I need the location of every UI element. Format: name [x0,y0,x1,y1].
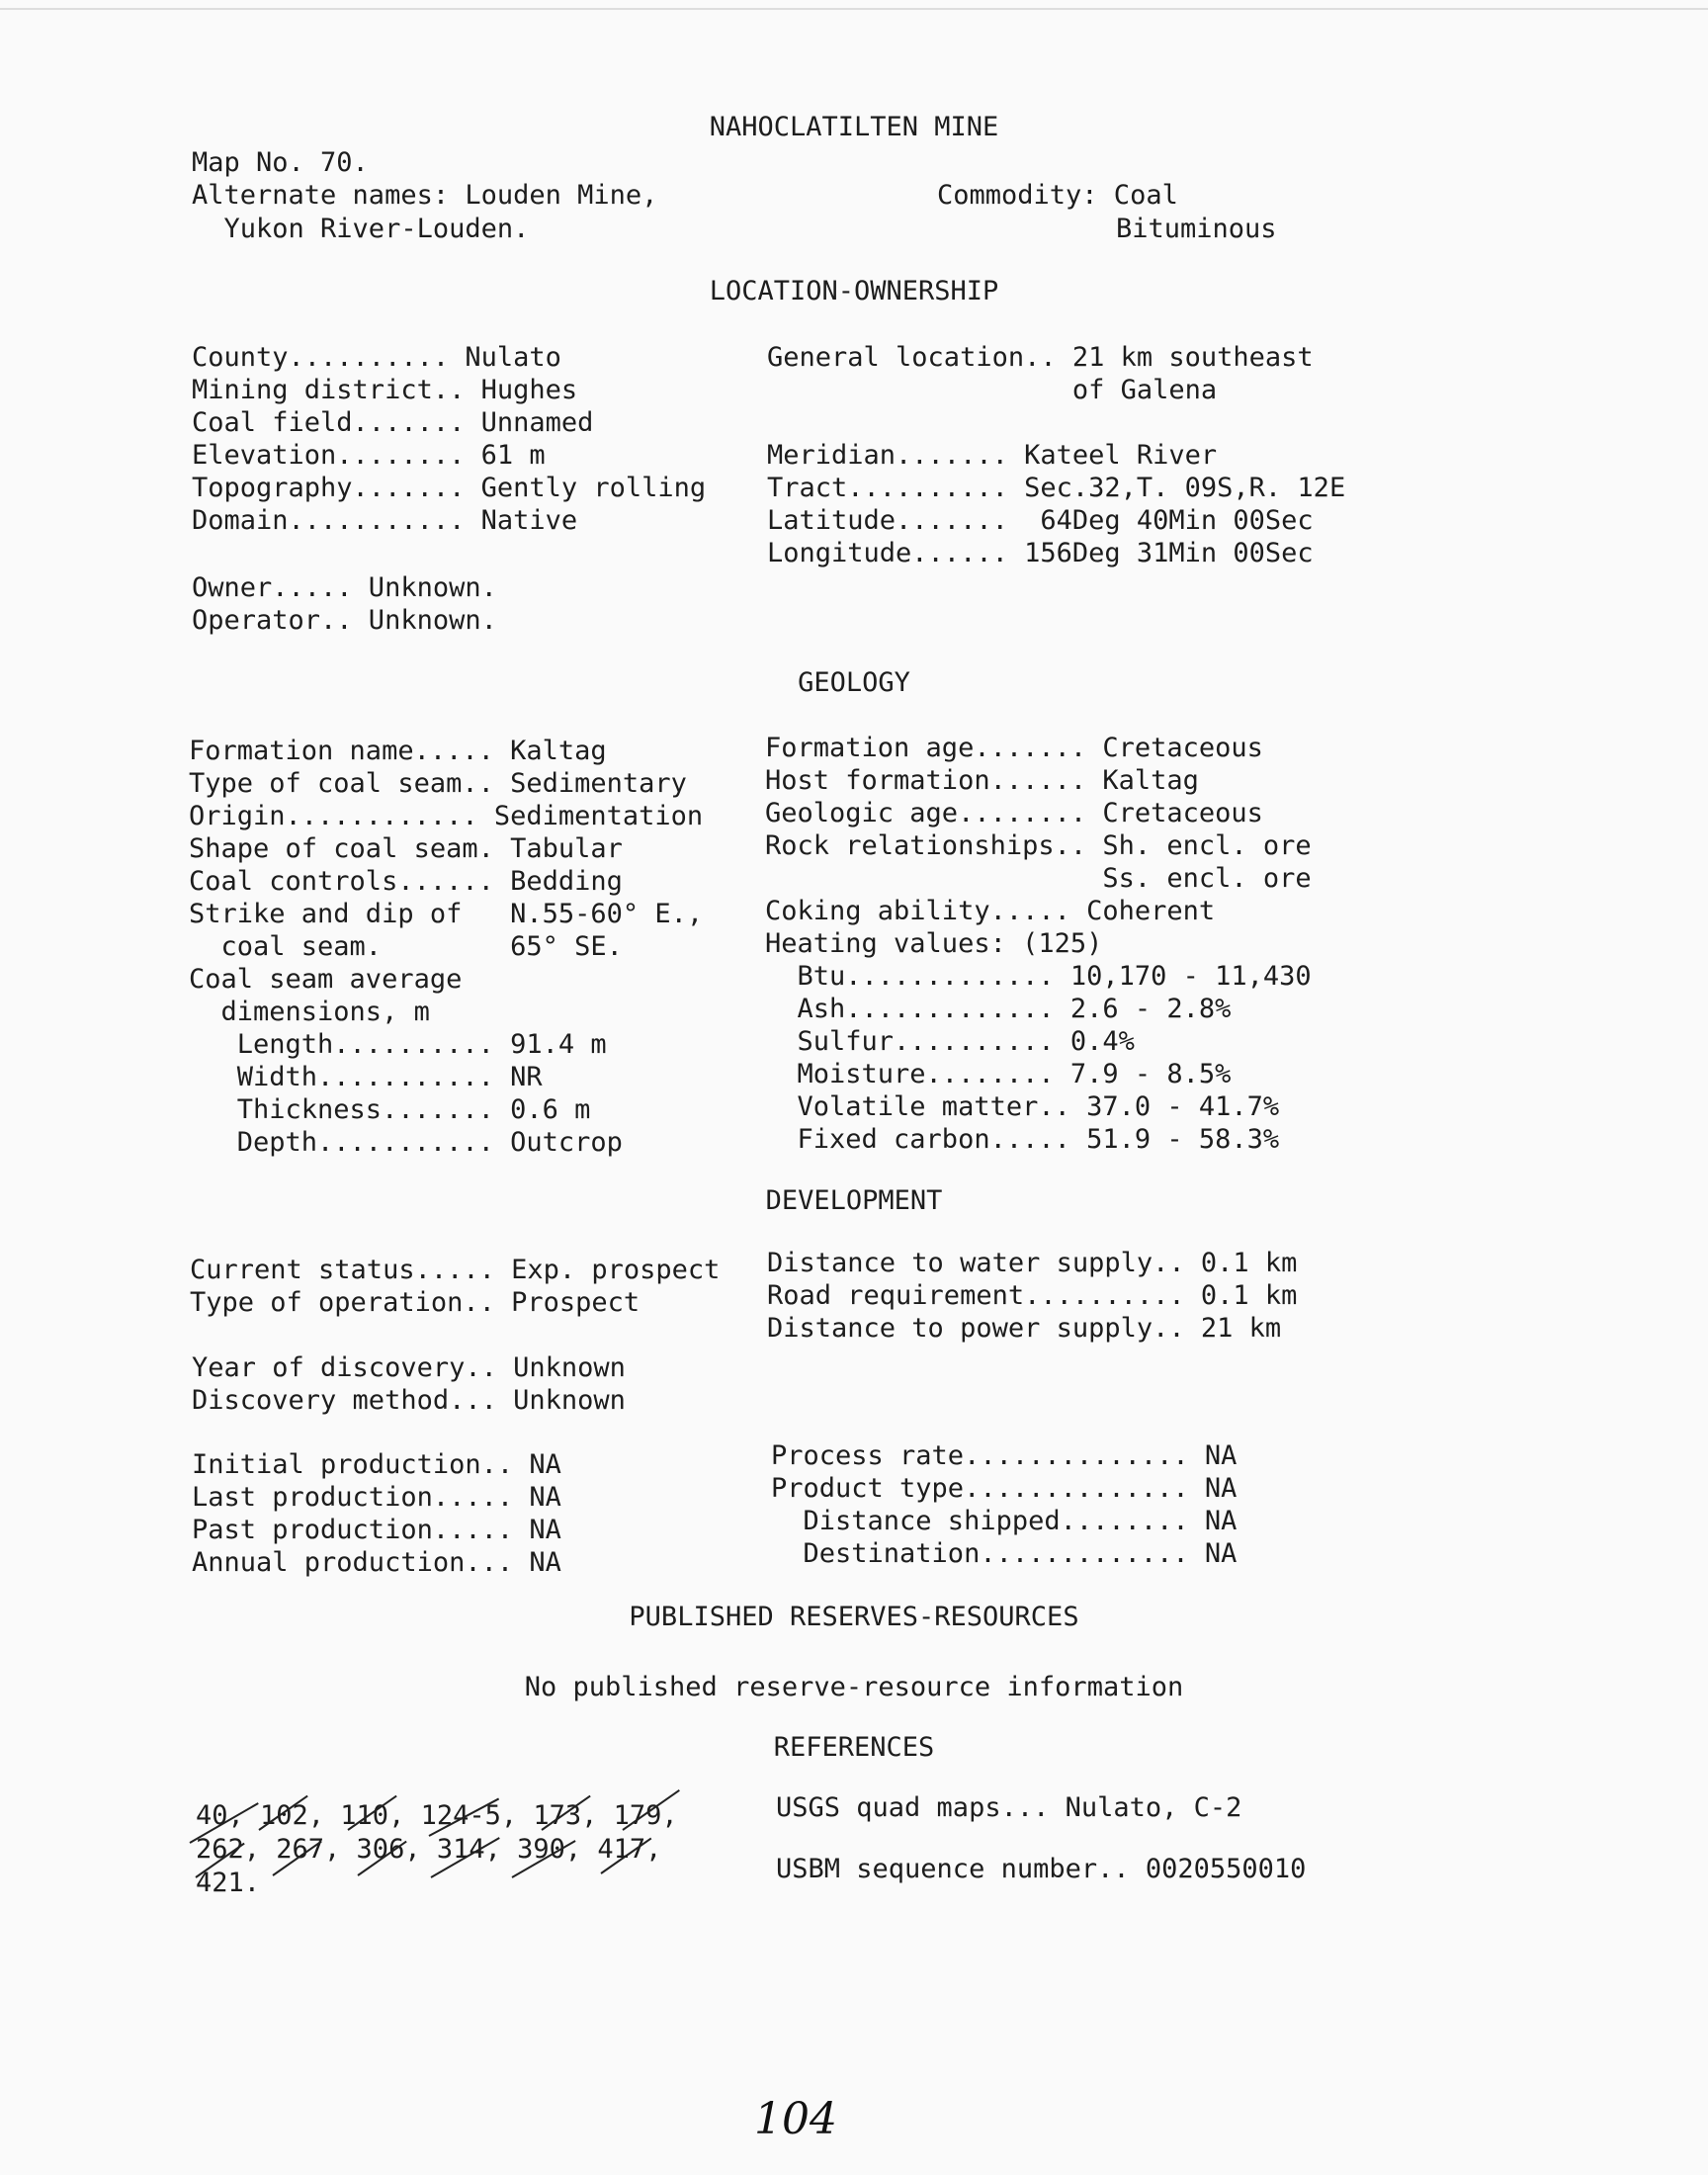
topography-field: Topography....... Gently rolling [192,473,707,503]
section-references: REFERENCES [773,1732,935,1763]
reserves-text: No published reserve-resource information [524,1672,1184,1702]
formation-age-field: Formation age....... Cretaceous [765,733,1263,763]
distance-shipped-field: Distance shipped........ NA [771,1506,1238,1536]
seam-shape-field: Shape of coal seam. Tabular [189,833,623,864]
general-location-cont: of Galena [767,375,1218,405]
operator-field: Operator.. Unknown. [192,605,497,636]
thickness-field: Thickness....... 0.6 m [189,1094,591,1125]
length-field: Length.......... 91.4 m [189,1029,607,1060]
geologic-age-field: Geologic age........ Cretaceous [765,798,1263,828]
coal-controls-field: Coal controls...... Bedding [189,866,623,897]
latitude-field: Latitude....... 64Deg 40Min 00Sec [767,505,1314,536]
alternate-names-cont: Yukon River-Louden. [192,214,530,244]
general-location-field: General location.. 21 km southeast [767,342,1314,373]
current-status-field: Current status..... Exp. prospect [190,1255,721,1285]
width-field: Width........... NR [189,1062,543,1092]
ash-field: Ash............. 2.6 - 2.8% [765,994,1232,1024]
strike-dip-field: Strike and dip of N.55-60° E., [189,899,704,929]
reference-numbers-line3: 421. [196,1868,261,1898]
sulfur-field: Sulfur.......... 0.4% [765,1026,1135,1057]
road-requirement-field: Road requirement.......... 0.1 km [767,1280,1298,1311]
rock-relationships-field: Rock relationships.. Sh. encl. ore [765,830,1312,861]
section-reserves: PUBLISHED RESERVES-RESOURCES [629,1602,1079,1632]
discovery-method-field: Discovery method... Unknown [192,1385,626,1416]
meridian-field: Meridian....... Kateel River [767,440,1218,471]
mining-district-field: Mining district.. Hughes [192,375,578,405]
fixed-carbon-field: Fixed carbon..... 51.9 - 58.3% [765,1124,1280,1155]
water-distance-field: Distance to water supply.. 0.1 km [767,1248,1298,1278]
origin-field: Origin............ Sedimentation [189,801,704,831]
commodity: Commodity: Coal [937,180,1178,211]
power-distance-field: Distance to power supply.. 21 km [767,1313,1282,1344]
destination-field: Destination............. NA [771,1538,1238,1569]
tract-field: Tract.......... Sec.32,T. 09S,R. 12E [767,473,1346,503]
county-field: County.......... Nulato [192,342,561,373]
seam-dimensions-label: Coal seam average [189,964,463,995]
coking-ability-field: Coking ability..... Coherent [765,896,1216,926]
heating-values-label: Heating values: (125) [765,928,1103,959]
depth-field: Depth........... Outcrop [189,1127,623,1158]
past-production-field: Past production..... NA [192,1515,561,1545]
product-type-field: Product type.............. NA [771,1473,1238,1504]
section-location-ownership: LOCATION-OWNERSHIP [709,276,999,306]
owner-field: Owner..... Unknown. [192,572,497,603]
annual-production-field: Annual production... NA [192,1547,561,1578]
discovery-year-field: Year of discovery.. Unknown [192,1352,626,1383]
usbm-sequence-number: USBM sequence number.. 0020550010 [776,1854,1307,1884]
mine-title: NAHOCLATILTEN MINE [709,112,999,142]
reference-numbers-line1: 40, 102, 110, 124-5, 173, 179, [196,1800,678,1831]
moisture-field: Moisture........ 7.9 - 8.5% [765,1059,1232,1089]
map-number: Map No. 70. [192,147,369,178]
elevation-field: Elevation........ 61 m [192,440,546,471]
commodity-type: Bituminous [1116,214,1277,244]
longitude-field: Longitude...... 156Deg 31Min 00Sec [767,538,1314,568]
seam-dimensions-unit: dimensions, m [189,997,430,1027]
scan-edge-line [0,8,1708,10]
alternate-names: Alternate names: Louden Mine, [192,180,658,211]
last-production-field: Last production..... NA [192,1482,561,1513]
domain-field: Domain........... Native [192,505,578,536]
page-number: 104 [754,2094,837,2144]
section-development: DEVELOPMENT [765,1185,943,1216]
operation-type-field: Type of operation.. Prospect [190,1287,640,1318]
coal-field-field: Coal field....... Unnamed [192,407,594,438]
section-geology: GEOLOGY [798,667,910,698]
usgs-quad-maps: USGS quad maps... Nulato, C-2 [776,1792,1242,1823]
coal-seam-type-field: Type of coal seam.. Sedimentary [189,768,687,799]
formation-name-field: Formation name..... Kaltag [189,736,607,766]
initial-production-field: Initial production.. NA [192,1449,561,1480]
rock-relationships-cont: Ss. encl. ore [765,863,1312,894]
btu-field: Btu............. 10,170 - 11,430 [765,961,1312,992]
volatile-matter-field: Volatile matter.. 37.0 - 41.7% [765,1091,1280,1122]
host-formation-field: Host formation...... Kaltag [765,765,1199,796]
process-rate-field: Process rate.............. NA [771,1440,1238,1471]
strike-dip-cont: coal seam. 65° SE. [189,931,623,962]
reference-numbers-line2: 262, 267, 306, 314, 390, 417, [196,1834,662,1865]
